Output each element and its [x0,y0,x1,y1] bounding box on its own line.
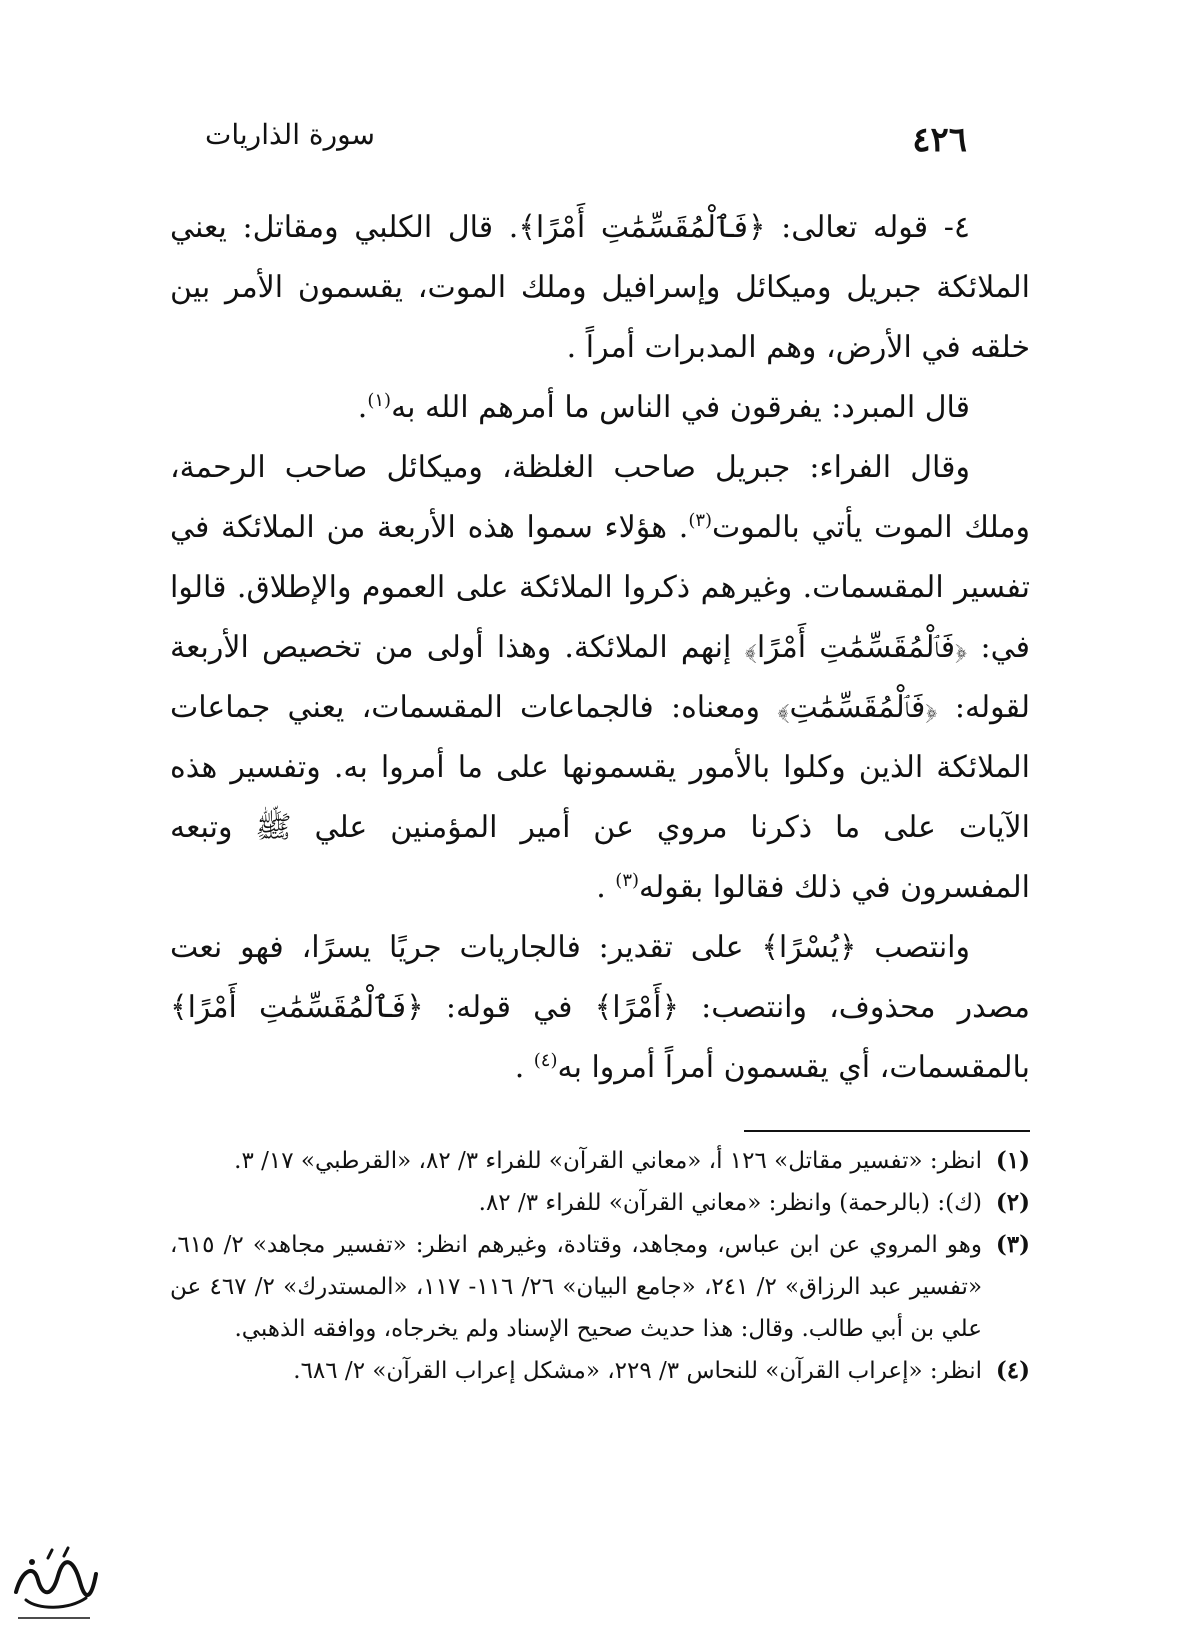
text-run: في قوله: [423,990,595,1025]
surah-title: سورة الذاريات [205,118,376,151]
footnote-divider [744,1130,1030,1132]
text-run: ومعناه: فالجماعات المقسمات، يعني جماعات الملائكة الذين وكلوا بالأمور يقسمونها على ما أمروا به. وتفسير هذه الآيات على ما ذكرنا مروي عن أمير المؤمنين علي ﷺ وتبعه المفسرون في ذلك فقالوا بقوله [170,690,1030,905]
quran-verse: ﴿أَمْرًا﴾ [594,990,680,1025]
main-text [170,198,1030,1098]
footnote-ref-1[interactable]: (١) [367,390,392,411]
footnote-number: (٢) [995,1189,1030,1216]
page-header [205,112,967,162]
footnote-number: (١) [995,1147,1030,1174]
footnote-ref-3[interactable]: (٣) [615,870,640,891]
footnote-2 [170,1182,1030,1224]
page-number: ٤٢٦ [912,120,967,160]
paragraph-3 [170,438,1030,918]
text-run: إنهم الملائكة. وهذا أولى من تخصيص الأربعة لقوله: [170,630,1030,725]
text-run: . [514,1050,534,1085]
footnote-number: (٣) [995,1231,1030,1258]
text-run: . [596,870,616,905]
footnote-1 [170,1140,1030,1182]
text-run: وقال الفراء: جبريل صاحب الغلظة، وميكائل صاحب الرحمة، وملك الموت يأتي بالموت [170,450,1031,545]
text-run: . [357,390,368,425]
quran-verse: ﴿يُسْرًا﴾ [761,930,857,965]
footnote-text: انظر: «تفسير مقاتل» ١٢٦ أ، «معاني القرآن» للفراء ٣/ ٨٢، «القرطبي» ١٧/ ٣. [234,1148,982,1174]
paragraph-4 [170,918,1030,1098]
footnote-number: (٤) [995,1357,1030,1384]
footnote-text: انظر: «إعراب القرآن» للنحاس ٣/ ٢٢٩، «مشكل إعراب القرآن» ٢/ ٦٨٦. [293,1358,982,1384]
text-run: على تقدير: فالجاريات جريًا يسرًا، فهو نعت مصدر محذوف، وانتصب: [170,930,1031,1025]
text-run: قوله تعالى: [765,210,929,245]
quran-verse: ﴿فَٱلْمُقَسِّمَٰتِ﴾ [777,690,938,725]
text-run: . قال الكلبي ومقاتل: يعني الملائكة جبريل وميكائل وإسرافيل وملك الموت، يقسمون الأمر بين خلقه في الأرض، وهم المدبرات أمراً . [170,210,1030,365]
paragraph-2 [170,378,1030,438]
text-run: قال المبرد: يفرقون في الناس ما أمرهم الله به [391,390,970,425]
publisher-logo-icon [8,1540,100,1630]
text-run: بالمقسمات، أي يقسمون أمراً أمروا به [557,1050,1030,1085]
paragraph-number: ٤- [928,210,970,245]
text-run: . هؤلاء سموا هذه الأربعة من الملائكة في تفسير المقسمات. وغيرهم ذكروا الملائكة على العموم والإطلاق. قالوا في: [170,510,1030,665]
quran-verse: ﴿فَٱلْمُقَسِّمَٰتِ أَمْرًا﴾ [744,630,968,665]
footnote-text: وهو المروي عن ابن عباس، ومجاهد، وقتادة، وغيرهم انظر: «تفسير مجاهد» ٢/ ٦١٥، «تفسير عبد الرزاق» ٢/ ٢٤١، «جامع البيان» ٢٦/ ١١٦- ١١٧، «المستدرك» ٢/ ٤٦٧ عن علي بن أبي طالب. وقال: هذا حديث صحيح الإسناد ولم يخرجاه، ووافقه الذهبي. [170,1232,983,1342]
paragraph-1 [170,198,1030,378]
footnotes [170,1140,1030,1392]
text-run: وانتصب [856,930,971,965]
footnote-4 [170,1350,1030,1392]
footnote-3 [170,1224,1030,1350]
quran-verse: ﴿فَٱلْمُقَسِّمَٰتِ أَمْرًا﴾ [170,990,424,1025]
footnote-text: (ك): (بالرحمة) وانظر: «معاني القرآن» للفراء ٣/ ٨٢. [478,1190,982,1216]
footnote-ref-2[interactable]: (٣) [688,510,713,531]
quran-verse: ﴿فَٱلْمُقَسِّمَٰتِ أَمْرًا﴾ [518,210,766,245]
footnote-ref-4[interactable]: (٤) [533,1050,558,1071]
